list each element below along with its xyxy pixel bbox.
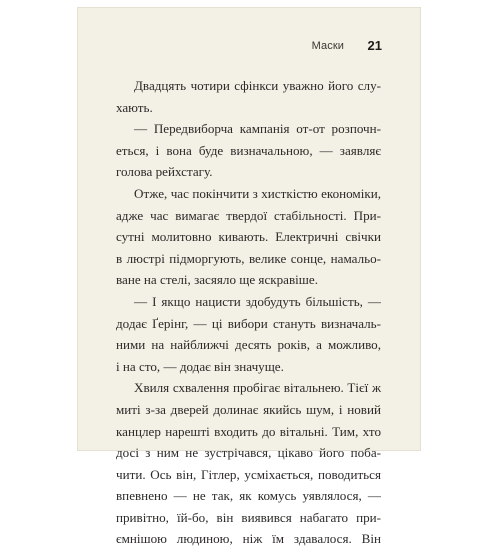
text-line: — Передвиборча кампанія от-от розпочн- (134, 121, 381, 137)
page-header (78, 38, 382, 56)
text-line: додає Ґерінг, — ці вибори стануть визначаль- (116, 315, 381, 331)
text-line: сутні молитовно кивають. Електричні свічки (116, 229, 381, 245)
text-line: — І якщо нацисти здобудуть більшість, — (134, 293, 381, 309)
text-line: привітно, їй-бо, він виявився набагато при- (116, 509, 381, 525)
text-line: канцлер нарешті входить до вітальні. Тим, хто (116, 423, 381, 439)
text-line: хають. (116, 99, 153, 115)
text-line: Отже, час покінчити з хисткістю економіки, (134, 185, 381, 201)
running-title: Маски (311, 40, 344, 52)
text-line: адже час вимагає твердої стабільності. При- (116, 207, 381, 223)
text-line: впевнено — не так, як комусь уявлялося, — (116, 488, 381, 504)
page-number: 21 (367, 38, 382, 53)
text-line: Хвиля схвалення пробігає вітальнею. Тієї ж (134, 380, 381, 396)
text-line: Двадцять чотири сфінкси уважно його слу- (134, 78, 381, 93)
text-line: досі з ним не зустрічався, цікаво його поба- (116, 445, 381, 461)
book-page (78, 8, 420, 547)
body-text (116, 75, 381, 550)
text-line: чити. Ось він, Гітлер, усміхається, поводиться (116, 466, 381, 482)
text-line: ване на стелі, засяяло ще яскравіше. (116, 272, 318, 288)
text-line: і на сто, — додає він значуще. (116, 358, 284, 374)
text-line: ними на найближчі десять років, а можливо, (116, 337, 381, 353)
text-line: голова рейхстагу. (116, 164, 213, 180)
text-line: еться, і вона буде визначальною, — заявляє (116, 142, 381, 158)
text-line: ємнішою людиною, ніж їм здавалося. Він (116, 531, 381, 547)
text-line: в люстрі підморгують, велике сонце, намальо- (116, 250, 381, 266)
text-line: миті з-за дверей долинає якийсь шум, і новий (116, 401, 381, 417)
